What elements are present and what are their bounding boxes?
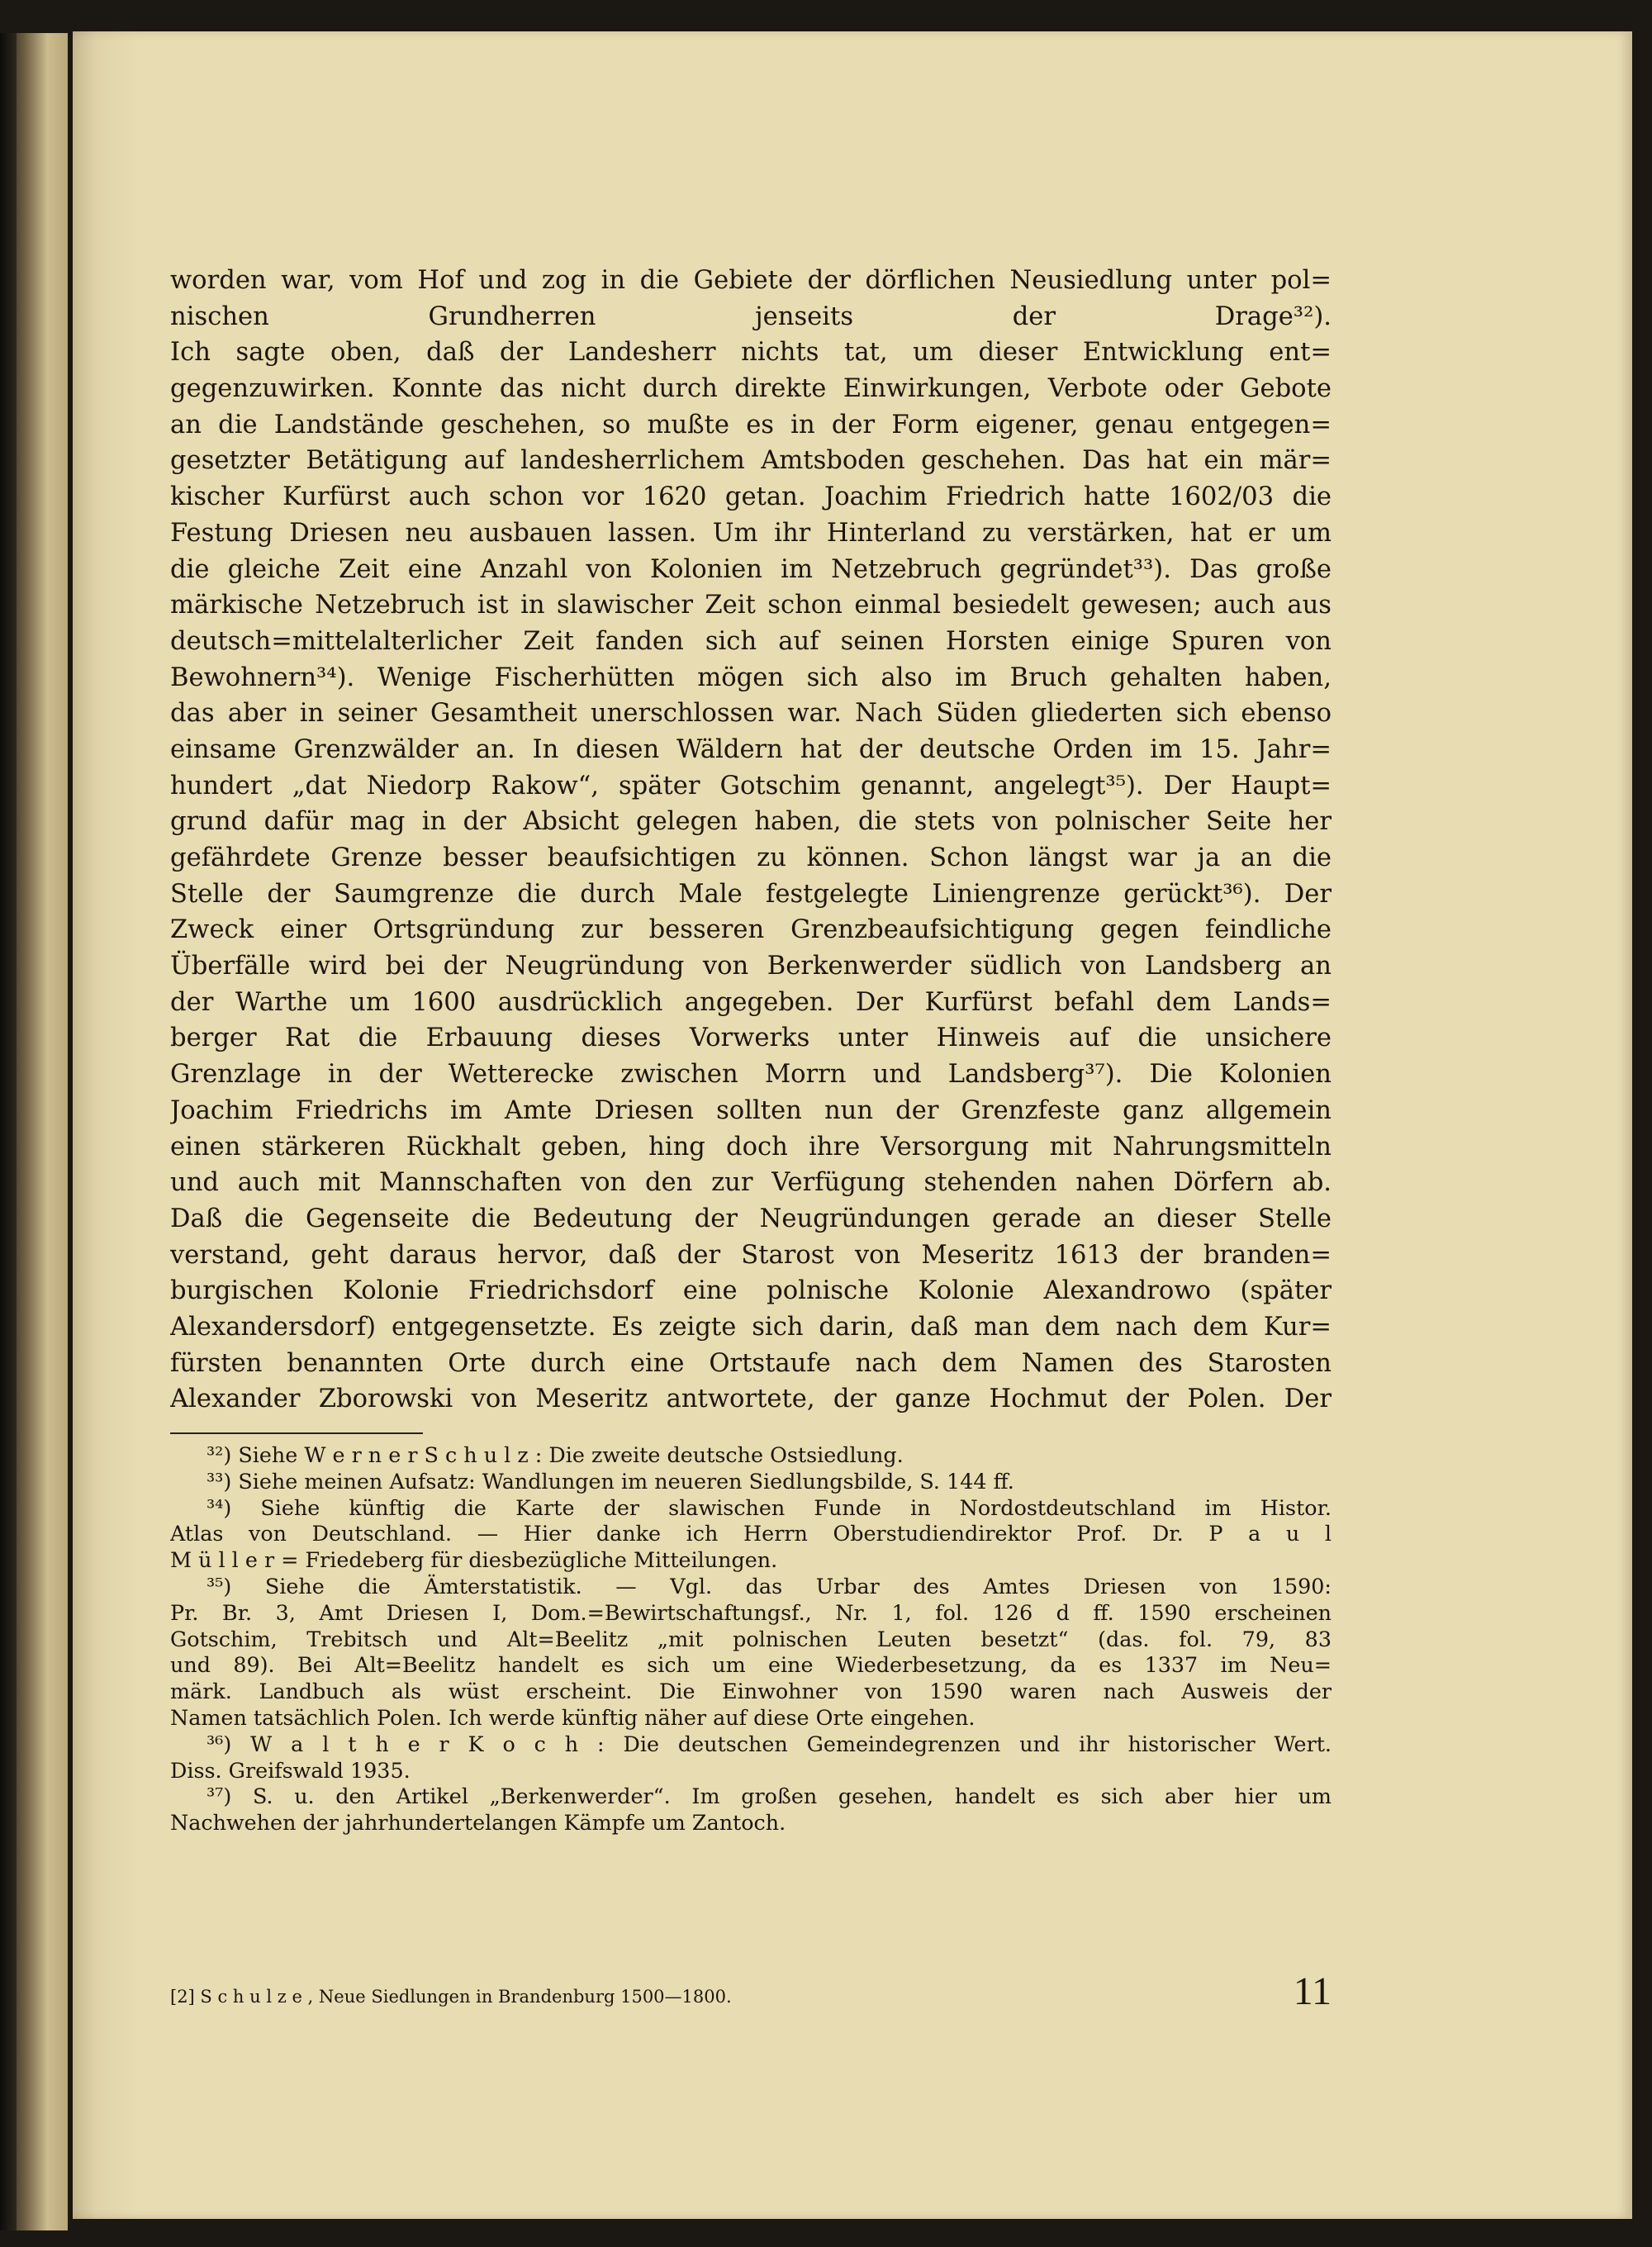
footnote-line: ³²) Siehe W e r n e r S c h u l z : Die zweite deutsche Ostsiedlung. (206, 1442, 904, 1467)
body-line: gegenzuwirken. Konnte das nicht durch direkte Einwirkungen, Verbote oder Gebote (170, 374, 1332, 404)
body-text (170, 263, 1332, 1418)
body-line: Daß die Gegenseite die Bedeutung der Neugründungen gerade an dieser Stelle (170, 1204, 1332, 1233)
body-line: verstand, geht daraus hervor, daß der Starost von Meseritz 1613 der branden= (170, 1240, 1332, 1270)
body-line: burgischen Kolonie Friedrichsdorf eine polnische Kolonie Alexandrowo (später (170, 1276, 1332, 1306)
body-line: der Warthe um 1600 ausdrücklich angegeben. Der Kurfürst befahl dem Lands= (170, 987, 1332, 1017)
body-line: kischer Kurfürst auch schon vor 1620 getan. Joachim Friedrich hatte 1602/03 die (170, 482, 1332, 512)
footnote-line: ³⁷) S. u. den Artikel „Berkenwerder“. Im großen gesehen, handelt es sich aber hier um (206, 1784, 1332, 1809)
body-line: das aber in seiner Gesamtheit unerschlossen war. Nach Süden gliederten sich ebenso (170, 699, 1332, 729)
footnote-line: Diss. Greifswald 1935. (170, 1757, 411, 1783)
body-line: an die Landstände geschehen, so mußte es in der Form eigener, genau entgegen= (170, 410, 1332, 439)
body-line: einen stärkeren Rückhalt geben, hing doch ihre Versorgung mit Nahrungsmitteln (170, 1132, 1332, 1162)
footnote-line: ³⁶) W a l t h e r K o c h : Die deutschen Gemeindegrenzen und ihr historischer Wert. (206, 1731, 1332, 1756)
footnote-line: ³⁵) Siehe die Ämterstatistik. — Vgl. das Urbar des Amtes Driesen von 1590: (206, 1573, 1332, 1599)
body-line: Alexandersdorf) entgegensetzte. Es zeigte sich darin, daß man dem nach dem Kur= (170, 1312, 1332, 1342)
body-line: deutsch=mittelalterlicher Zeit fanden sich auf seinen Horsten einige Spuren von (170, 626, 1332, 656)
footnote-line: ³³) Siehe meinen Aufsatz: Wandlungen im neueren Siedlungsbilde, S. 144 ff. (206, 1468, 1014, 1494)
footnote-line: und 89). Bei Alt=Beelitz handelt es sich um eine Wiederbesetzung, da es 1337 im Neu= (170, 1652, 1332, 1678)
body-line: gesetzter Betätigung auf landesherrlichem Amtsboden geschehen. Das hat ein mär= (170, 446, 1332, 476)
body-line: worden war, vom Hof und zog in die Gebiete der dörflichen Neusiedlung unter pol= (170, 266, 1332, 295)
page-footer (170, 1969, 1332, 2018)
body-line: berger Rat die Erbauung dieses Vorwerks unter Hinweis auf die unsichere (170, 1024, 1332, 1053)
body-line: fürsten benannten Orte durch eine Ortstaufe nach dem Namen des Starosten (170, 1348, 1332, 1378)
body-line: und auch mit Mannschaften von den zur Verfügung stehenden nahen Dörfern ab. (170, 1168, 1332, 1198)
footnote-line: Gotschim, Trebitsch und Alt=Beelitz „mit polnischen Leuten besetzt“ (das. fol. 79, 83 (170, 1626, 1332, 1651)
body-line: die gleiche Zeit eine Anzahl von Kolonien im Netzebruch gegründet³³). Das große (170, 554, 1332, 584)
body-line: gefährdete Grenze besser beaufsichtigen zu können. Schon längst war ja an die (170, 843, 1332, 872)
body-line: Zweck einer Ortsgründung zur besseren Grenzbeaufsichtigung gegen feindliche (170, 915, 1332, 945)
body-line: einsame Grenzwälder an. In diesen Wäldern hat der deutsche Orden im 15. Jahr= (170, 734, 1332, 764)
footnote-line: ³⁴) Siehe künftig die Karte der slawischen Funde in Nordostdeutschland im Histor. (206, 1494, 1332, 1520)
footnote-line: Atlas von Deutschland. — Hier danke ich Herrn Oberstudiendirektor Prof. Dr. P a u l (170, 1521, 1332, 1546)
book-page (73, 31, 1632, 2219)
body-line: Joachim Friedrichs im Amte Driesen sollten nun der Grenzfeste ganz allgemein (170, 1095, 1332, 1125)
body-line: Überfälle wird bei der Neugründung von Berkenwerder südlich von Landsberg an (170, 952, 1332, 981)
footnote-line: Namen tatsächlich Polen. Ich werde künftig näher auf diese Orte eingehen. (170, 1704, 976, 1730)
book-spine (0, 33, 17, 2230)
body-line: hundert „dat Niedorp Rakow“, später Gotschim genannt, angelegt³⁵). Der Haupt= (170, 771, 1332, 800)
body-line: Ich sagte oben, daß der Landesherr nichts tat, um dieser Entwicklung ent= (170, 338, 1332, 368)
footnotes (170, 1442, 1332, 1836)
body-line: Alexander Zborowski von Meseritz antwortete, der ganze Hochmut der Polen. Der (170, 1385, 1332, 1414)
footnote-rule (170, 1432, 423, 1434)
body-line: nischen Grundherren jenseits der Drage³²). (170, 302, 1332, 331)
printer-signature: [2] S c h u l z e , Neue Siedlungen in Brandenburg 1500—1800. (170, 1987, 732, 2007)
footnote-line: Pr. Br. 3, Amt Driesen I, Dom.=Bewirtschaftungsf., Nr. 1, fol. 126 d ff. 1590 erscheinen (170, 1599, 1332, 1625)
footnote-line: märk. Landbuch als wüst erscheint. Die Einwohner von 1590 waren nach Ausweis der (170, 1679, 1332, 1704)
footnote-line: Nachwehen der jahrhundertelangen Kämpfe um Zantoch. (170, 1810, 786, 1836)
body-line: Grenzlage in der Wetterecke zwischen Morrn und Landsberg³⁷). Die Kolonien (170, 1060, 1332, 1090)
body-line: märkische Netzebruch ist in slawischer Zeit schon einmal besiedelt gewesen; auch aus (170, 591, 1332, 620)
body-line: grund dafür mag in der Absicht gelegen haben, die stets von polnischer Seite her (170, 807, 1332, 837)
body-line: Stelle der Saumgrenze die durch Male festgelegte Liniengrenze gerückt³⁶). Der (170, 879, 1332, 909)
main-text-block (170, 263, 1332, 1836)
body-line: Festung Driesen neu ausbauen lassen. Um ihr Hinterland zu verstärken, hat er um (170, 518, 1332, 548)
page-number: 11 (1293, 1969, 1332, 2013)
footnote-line: M ü l l e r = Friedeberg für diesbezügliche Mitteilungen. (170, 1547, 778, 1573)
body-line: Bewohnern³⁴). Wenige Fischerhütten mögen sich also im Bruch gehalten haben, (170, 663, 1332, 692)
